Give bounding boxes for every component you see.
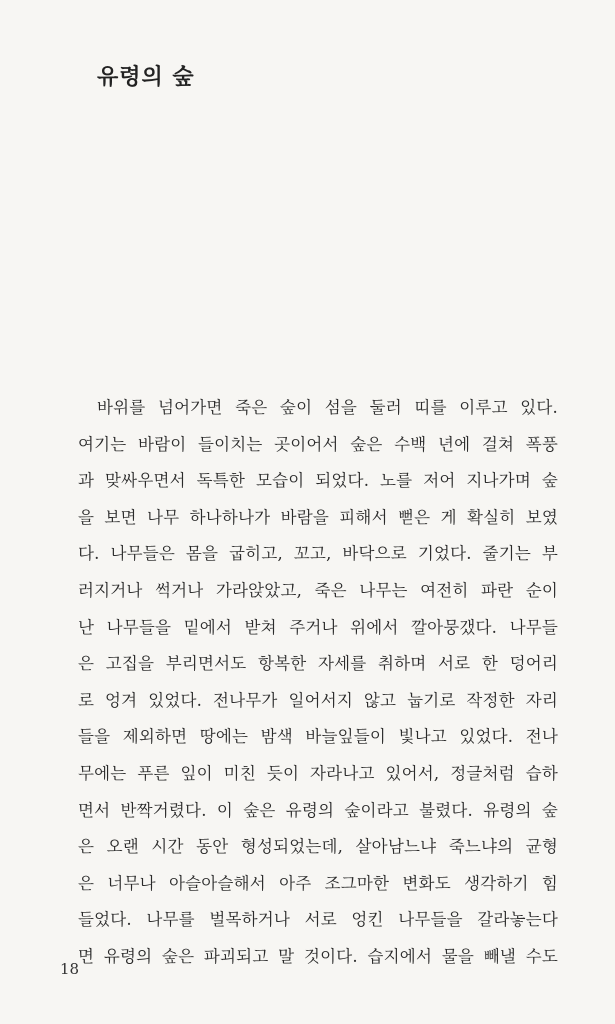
text-line: 로 엉겨 있었다. 전나무가 일어서지 않고 눕기로 작정한 자리: [78, 690, 558, 710]
text-line: 여기는 바람이 들이치는 곳이어서 숲은 수백 년에 걸쳐 폭풍: [78, 434, 558, 454]
text-line: 면 유령의 숲은 파괴되고 말 것이다. 습지에서 물을 빼낼 수도: [78, 946, 558, 966]
text-line: 은 고집을 부리면서도 항복한 자세를 취하며 서로 한 덩어리: [78, 654, 558, 674]
text-line: 바위를 넘어가면 죽은 숲이 섬을 둘러 띠를 이루고 있다.: [97, 398, 558, 417]
text-line: 들을 제외하면 땅에는 밤색 바늘잎들이 빛나고 있었다. 전나: [78, 727, 558, 747]
page-title: 유령의 숲: [97, 65, 195, 90]
text-line: 들었다. 나무를 벌목하거나 서로 엉킨 나무들을 갈라놓는다: [78, 910, 558, 930]
body-paragraph: [78, 390, 558, 976]
text-line: 다. 나무들은 몸을 굽히고, 꼬고, 바닥으로 기었다. 줄기는 부: [78, 544, 558, 564]
text-line: 러지거나 썩거나 가라앉았고, 죽은 나무는 여전히 파란 순이: [78, 580, 558, 600]
text-line: 면서 반짝거렸다. 이 숲은 유령의 숲이라고 불렸다. 유령의 숲: [78, 800, 558, 820]
page-number: 18: [60, 960, 80, 978]
text-line: 은 너무나 아슬아슬해서 아주 조그마한 변화도 생각하기 힘: [78, 873, 558, 893]
text-line: 난 나무들을 밑에서 받쳐 주거나 위에서 깔아뭉갰다. 나무들: [78, 617, 558, 637]
text-line: 무에는 푸른 잎이 미친 듯이 자라나고 있어서, 정글처럼 습하: [78, 763, 558, 783]
text-line: 을 보면 나무 하나하나가 바람을 피해서 뻗은 게 확실히 보였: [78, 507, 558, 527]
text-line: 과 맞싸우면서 독특한 모습이 되었다. 노를 저어 지나가며 숲: [78, 471, 558, 491]
text-line: 은 오랜 시간 동안 형성되었는데, 살아남느냐 죽느냐의 균형: [78, 837, 558, 857]
